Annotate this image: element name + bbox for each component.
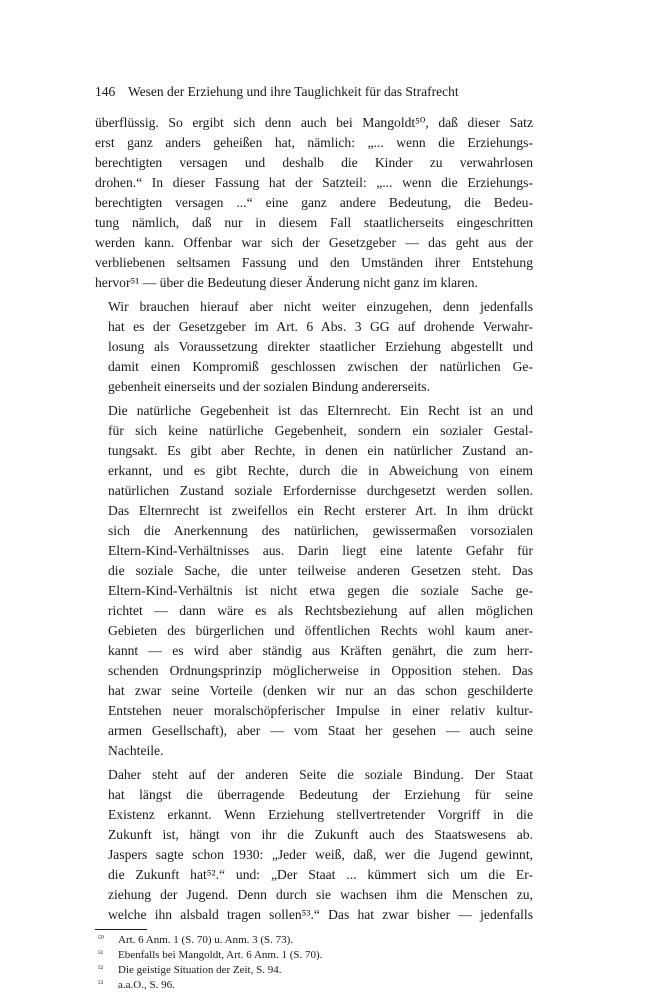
text-line: drohen.“ In dieser Fassung hat der Satzteil: „... wenn die Erziehungs- xyxy=(95,175,533,190)
text-line: Nachteile. xyxy=(108,743,164,758)
footnote-text: a.a.O., S. 96. xyxy=(118,979,175,991)
text-line: überflüssig. So ergibt sich denn auch bei Mangoldt⁵⁰, daß dieser Satz xyxy=(95,115,533,130)
footnote-51 xyxy=(95,948,533,963)
paragraph-4 xyxy=(95,765,533,925)
text-line: Entstehen neuer moralschöpferischer Impulse in einer relativ kultur- xyxy=(108,703,533,718)
text-line: kannt — es wird aber ständig aus Kräften genährt, die zum herr- xyxy=(108,643,533,658)
body-text xyxy=(95,113,533,925)
text-line: gebenheit einerseits und der sozialen Bindung andererseits. xyxy=(108,379,430,394)
text-line: damit einen Kompromiß geschlossen zwischen der natürlichen Ge- xyxy=(108,359,533,374)
text-line: Jaspers sagte schon 1930: „Jeder weiß, daß, wer die Jugend gewinnt, xyxy=(108,847,533,862)
text-line: berechtigten versagen ...“ eine ganz andere Bedeutung, die Bedeu- xyxy=(95,195,533,210)
text-line: richtet — dann wäre es als Rechtsbeziehung auf allen möglichen xyxy=(108,603,533,618)
paragraph-2 xyxy=(95,297,533,397)
text-line: ziehung der Jugend. Denn durch sie wachsen ihm die Menschen zu, xyxy=(108,887,533,902)
text-line: die Zukunft hat⁵².“ und: „Der Staat ... kümmert sich um die Er- xyxy=(108,867,533,882)
running-title: Wesen der Erziehung und ihre Tauglichkeit für das Strafrecht xyxy=(128,84,459,99)
text-line: armen Gesellschaft), aber — vom Staat her gesehen — auch seine xyxy=(108,723,533,738)
footnote-mark: ⁵⁰ xyxy=(98,934,104,943)
text-line: für sich keine natürliche Gegebenheit, sondern ein sozialer Gestal- xyxy=(108,423,533,438)
paragraph-3 xyxy=(95,401,533,761)
text-line: werden kann. Offenbar war sich der Gesetzgeber — das geht aus der xyxy=(95,235,533,250)
text-line: Existenz erkannt. Wenn Erziehung stellvertretender Vorgriff in die xyxy=(108,807,533,822)
text-line: Gebieten des bürgerlichen und öffentlichen Rechts wohl kaum aner- xyxy=(108,623,533,638)
text-line: verbliebenen seltsamen Fassung und den Umständen ihrer Entstehung xyxy=(95,255,533,270)
footnotes xyxy=(95,933,533,993)
text-line: tungsakt. Es gibt aber Rechte, in denen ein natürlicher Zustand an- xyxy=(108,443,533,458)
text-line: hat es der Gesetzgeber im Art. 6 Abs. 3 GG auf drohende Verwahr- xyxy=(108,319,533,334)
text-line: erkannt, und es gibt Rechte, durch die in Abweichung von einem xyxy=(108,463,533,478)
text-line: natürlichen Zustand soziale Erfordernisse durchgesetzt werden sollen. xyxy=(108,483,533,498)
text-line: erst ganz anders geheißen hat, nämlich: „... wenn die Erziehungs- xyxy=(95,135,533,150)
text-line: Zukunft ist, hängt von ihr die Zukunft auch des Staatswesens ab. xyxy=(108,827,533,842)
footnote-mark: ⁵³ xyxy=(98,979,104,988)
footnote-divider xyxy=(95,929,147,930)
text-line: schenden Ordnungsprinzip möglicherweise in Opposition stehen. Das xyxy=(108,663,533,678)
text-line: Eltern-Kind-Verhältnis ist nicht etwa gegen die soziale Sache ge- xyxy=(108,583,533,598)
text-line: Das Elternrecht ist zweifellos ein Recht ersterer Art. In ihm drückt xyxy=(108,503,533,518)
footnote-text: Ebenfalls bei Mangoldt, Art. 6 Anm. 1 (S. 70). xyxy=(118,949,323,961)
text-line: hat längst die überragende Bedeutung der Erziehung für seine xyxy=(108,787,533,802)
footnote-50 xyxy=(95,933,533,948)
text-line: Daher steht auf der anderen Seite die soziale Bindung. Der Staat xyxy=(108,767,533,782)
text-line: tung nämlich, daß nur in diesem Fall staatlicherseits eingeschritten xyxy=(95,215,533,230)
text-line: Wir brauchen hierauf aber nicht weiter einzugehen, denn jedenfalls xyxy=(108,299,533,314)
text-line: die soziale Sache, die unter teilweise anderen Gesetzen steht. Das xyxy=(108,563,533,578)
text-line: hat zwar seine Vorteile (denken wir nur an das schon geschilderte xyxy=(108,683,533,698)
page-number: 146 xyxy=(95,84,116,99)
footnote-52 xyxy=(95,963,533,978)
text-line: hervor⁵¹ — über die Bedeutung dieser Änderung nicht ganz im klaren. xyxy=(95,275,478,290)
footnote-53 xyxy=(95,978,533,993)
footnote-mark: ⁵² xyxy=(98,964,104,973)
text-line: berechtigten versagen und deshalb die Kinder zu verwahrlosen xyxy=(95,155,533,170)
text-line: sich die Anerkennung des natürlichen, gewissermaßen vorsozialen xyxy=(108,523,533,538)
footnote-mark: ⁵¹ xyxy=(98,949,104,958)
text-line: losung als Voraussetzung direkter staatlicher Erziehung abgestellt und xyxy=(108,339,533,354)
text-line: welche ihn alsbald tragen sollen⁵³.“ Das hat zwar bisher — jedenfalls xyxy=(108,907,533,922)
text-line: Eltern-Kind-Verhältnisses aus. Darin liegt eine latente Gefahr für xyxy=(108,543,533,558)
text-line: Die natürliche Gegebenheit ist das Elternrecht. Ein Recht ist an und xyxy=(108,403,533,418)
book-page xyxy=(95,84,533,993)
paragraph-1 xyxy=(95,113,533,293)
page-header xyxy=(95,84,533,100)
footnote-text: Art. 6 Anm. 1 (S. 70) u. Anm. 3 (S. 73). xyxy=(118,934,294,946)
footnote-text: Die geistige Situation der Zeit, S. 94. xyxy=(118,964,282,976)
